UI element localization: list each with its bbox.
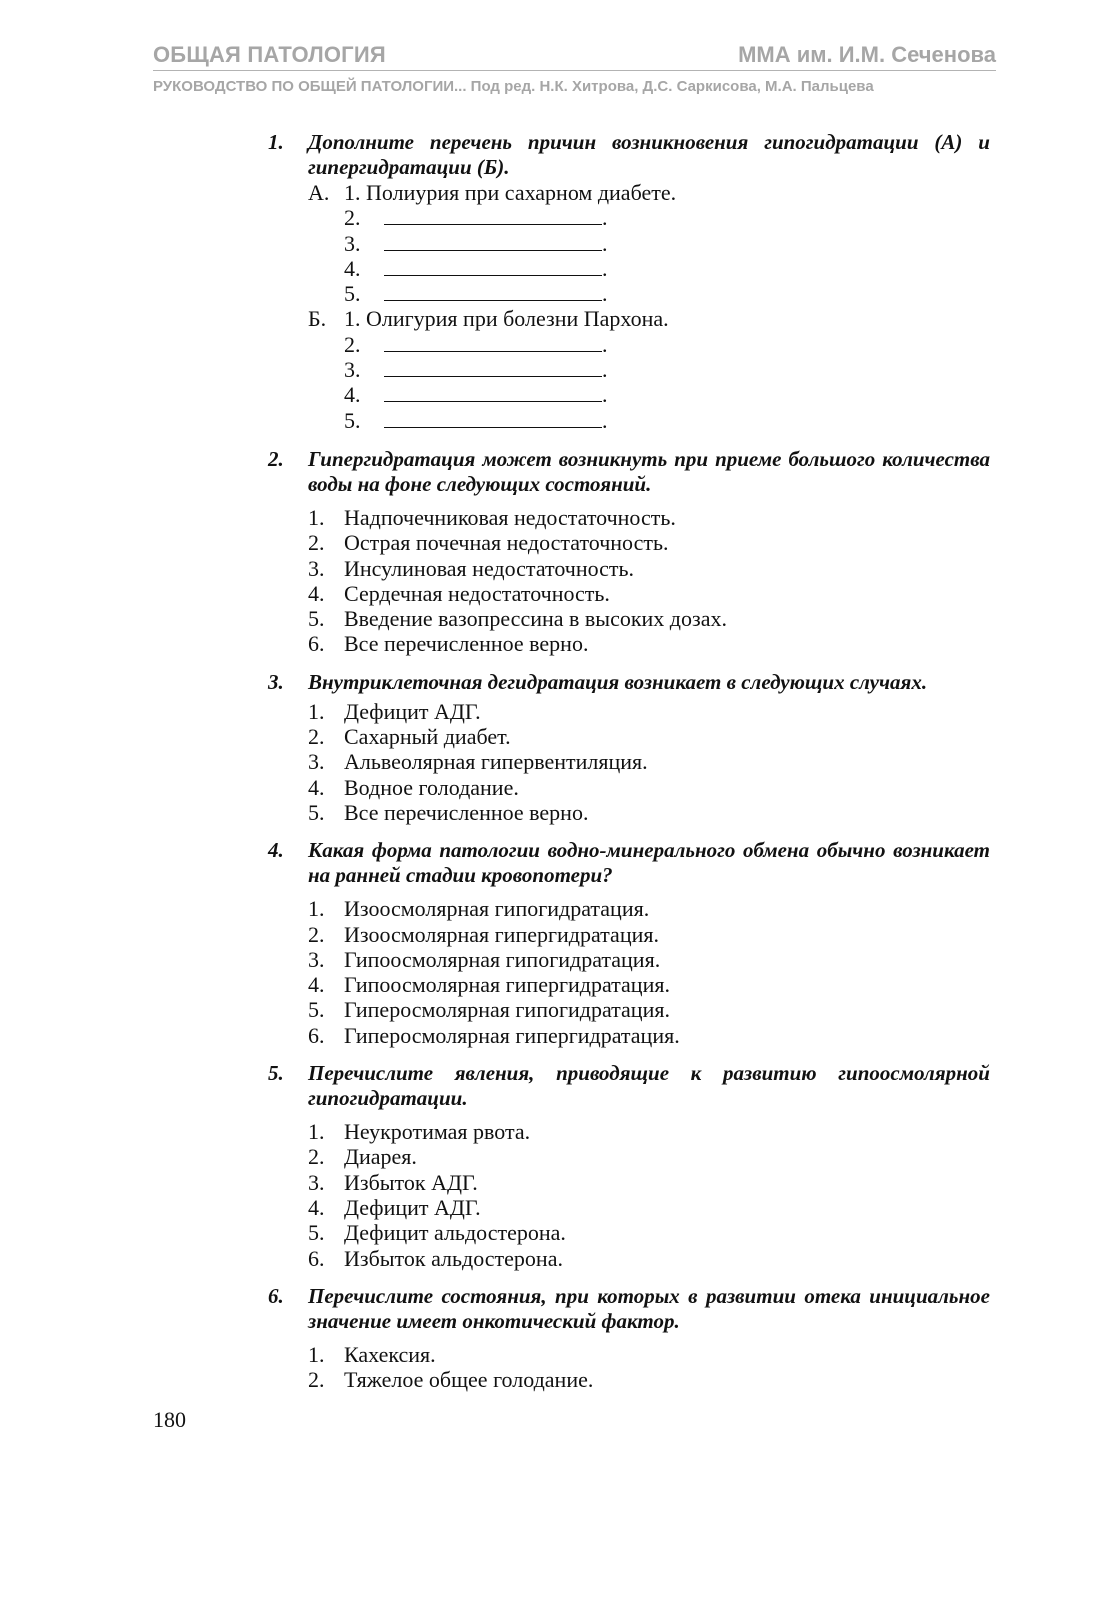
question-text: Перечислите состояния, при которых в развитии отека инициальное значение имеет онкотический фактор.	[308, 1283, 990, 1333]
item-text: Полиурия при сахарном диабете.	[366, 180, 677, 205]
option-number: 5.	[308, 1220, 325, 1246]
blank-item: 2. .	[344, 331, 608, 357]
blank-item: 4. .	[344, 382, 608, 408]
page-number: 180	[153, 1407, 186, 1432]
blank-item: 5. .	[344, 281, 608, 307]
option-item	[268, 581, 990, 606]
option-text: Острая почечная недостаточность.	[344, 530, 669, 556]
option-number: 6.	[308, 1022, 325, 1048]
option-text: Гиперосмолярная гипергидратация.	[344, 1022, 680, 1048]
question-4	[268, 838, 990, 1048]
header-subtitle: РУКОВОДСТВО ПО ОБЩЕЙ ПАТОЛОГИИ... Под ред. Н.К. Хитрова, Д.С. Саркисова, М.А. Пальцева	[153, 78, 874, 95]
item-number: 2.	[344, 331, 361, 357]
option-text: Альвеолярная гипервентиляция.	[344, 749, 648, 775]
option-item	[268, 1342, 990, 1367]
blank-item: 4. .	[344, 255, 608, 281]
option-item	[268, 556, 990, 581]
question-title	[268, 447, 990, 497]
section-first-row	[308, 306, 990, 331]
option-number: 1.	[308, 1341, 325, 1367]
question-number: 3.	[268, 669, 284, 694]
answer-blank	[384, 358, 602, 377]
answer-blank	[384, 206, 602, 225]
option-number: 5.	[308, 799, 325, 825]
header-right-title: ММА им. И.М. Сеченова	[738, 42, 996, 67]
option-number: 2.	[308, 921, 325, 947]
option-number: 3.	[308, 749, 325, 775]
item-number: 3.	[344, 230, 361, 256]
question-title	[268, 838, 990, 888]
option-text: Кахексия.	[344, 1341, 436, 1367]
question-text: Перечислите явления, приводящие к развитию гипоосмолярной гипогидратации.	[308, 1061, 990, 1111]
option-text: Избыток альдостерона.	[344, 1245, 563, 1271]
option-item	[268, 724, 990, 749]
question-number: 5.	[268, 1061, 284, 1086]
option-text: Дефицит АДГ.	[344, 1194, 481, 1220]
answer-blank	[384, 257, 602, 276]
option-text: Дефицит АДГ.	[344, 698, 481, 724]
question-number: 6.	[268, 1283, 284, 1308]
item-number: 5.	[344, 281, 361, 307]
question-5	[268, 1061, 990, 1271]
section-b	[268, 306, 990, 432]
item-number: 4.	[344, 382, 361, 408]
option-item	[268, 606, 990, 631]
option-item	[268, 749, 990, 774]
option-item	[268, 1220, 990, 1245]
option-number: 2.	[308, 724, 325, 750]
answer-blank	[384, 383, 602, 402]
header-left-title: ОБЩАЯ ПАТОЛОГИЯ	[153, 42, 386, 67]
item-number: 5.	[344, 407, 361, 433]
option-number: 1.	[308, 1119, 325, 1145]
option-number: 1.	[308, 504, 325, 530]
question-2	[268, 447, 990, 657]
question-number: 2.	[268, 446, 284, 471]
option-item	[268, 896, 990, 921]
item-number: 3.	[344, 357, 361, 383]
option-item	[268, 1144, 990, 1169]
option-item	[268, 947, 990, 972]
question-text: Какая форма патологии водно-минерального обмена обычно возникает на ранней стадии кровопотери?	[308, 838, 990, 888]
item-number: 2.	[344, 205, 361, 231]
option-text: Сахарный диабет.	[344, 724, 511, 750]
option-text: Изоосмолярная гипогидратация.	[344, 896, 650, 922]
option-text: Все перечисленное верно.	[344, 799, 589, 825]
option-text: Избыток АДГ.	[344, 1169, 478, 1195]
option-item	[268, 631, 990, 656]
section-first-row	[308, 180, 990, 205]
item-number: 1.	[344, 180, 361, 205]
option-item	[268, 1367, 990, 1392]
option-item	[268, 1246, 990, 1271]
option-text: Водное голодание.	[344, 774, 519, 800]
option-text: Гиперосмолярная гипогидратация.	[344, 997, 670, 1023]
option-number: 2.	[308, 1144, 325, 1170]
option-item	[268, 1119, 990, 1144]
option-item	[268, 699, 990, 724]
item-text: Олигурия при болезни Пархона.	[366, 306, 669, 332]
option-text: Введение вазопрессина в высоких дозах.	[344, 606, 727, 632]
option-item	[268, 997, 990, 1022]
option-number: 4.	[308, 580, 325, 606]
option-number: 3.	[308, 1169, 325, 1195]
option-text: Гипоосмолярная гипогидратация.	[344, 946, 661, 972]
option-item	[268, 972, 990, 997]
answer-blank	[384, 282, 602, 301]
question-1	[268, 130, 990, 433]
question-title	[268, 670, 990, 695]
option-number: 1.	[308, 698, 325, 724]
option-item	[268, 800, 990, 825]
option-text: Диарея.	[344, 1144, 417, 1170]
question-number: 4.	[268, 838, 284, 863]
option-number: 6.	[308, 1245, 325, 1271]
questions-body	[268, 130, 990, 1392]
blank-item: 3. .	[344, 357, 608, 383]
option-number: 6.	[308, 631, 325, 657]
question-title	[268, 130, 990, 180]
option-text: Все перечисленное верно.	[344, 631, 589, 657]
option-text: Сердечная недостаточность.	[344, 580, 610, 606]
section-letter: А.	[308, 180, 330, 205]
option-list	[268, 896, 990, 1048]
option-text: Инсулиновая недостаточность.	[344, 555, 635, 581]
option-number: 5.	[308, 606, 325, 632]
option-text: Надпочечниковая недостаточность.	[344, 504, 676, 530]
option-item	[268, 922, 990, 947]
question-text: Внутриклеточная дегидратация возникает в следующих случаях.	[308, 669, 928, 694]
option-item	[268, 1023, 990, 1048]
answer-blank	[384, 409, 602, 428]
running-header	[153, 42, 996, 71]
option-number: 4.	[308, 1194, 325, 1220]
question-6	[268, 1284, 990, 1393]
question-3	[268, 670, 990, 825]
option-list	[268, 1342, 990, 1393]
option-number: 4.	[308, 774, 325, 800]
option-number: 5.	[308, 997, 325, 1023]
section-letter: Б.	[308, 306, 327, 332]
question-title	[268, 1061, 990, 1111]
blank-item: 2. .	[344, 205, 608, 231]
answer-blank	[384, 232, 602, 251]
option-text: Неукротимая рвота.	[344, 1119, 531, 1145]
option-item	[268, 505, 990, 530]
blank-item: 5. .	[344, 407, 608, 433]
option-list	[268, 505, 990, 657]
option-item	[268, 1170, 990, 1195]
option-text: Дефицит альдостерона.	[344, 1220, 566, 1246]
option-list	[268, 699, 990, 825]
option-item	[268, 1195, 990, 1220]
option-list	[268, 1119, 990, 1271]
question-number: 1.	[268, 130, 284, 154]
option-item	[268, 530, 990, 555]
question-title	[268, 1284, 990, 1334]
item-number: 1.	[344, 306, 361, 332]
option-number: 3.	[308, 946, 325, 972]
question-text: Дополните перечень причин возникновения гипогидратации (А) и гипергидратации (Б).	[308, 130, 990, 179]
option-number: 2.	[308, 530, 325, 556]
option-text: Гипоосмолярная гипергидратация.	[344, 972, 670, 998]
item-number: 4.	[344, 255, 361, 281]
option-number: 4.	[308, 972, 325, 998]
option-text: Тяжелое общее голодание.	[344, 1367, 594, 1393]
option-number: 2.	[308, 1367, 325, 1393]
answer-blank	[384, 333, 602, 352]
option-number: 3.	[308, 555, 325, 581]
blank-item: 3. .	[344, 230, 608, 256]
option-number: 1.	[308, 896, 325, 922]
option-item	[268, 775, 990, 800]
question-text: Гипергидратация может возникнуть при приеме большого количества воды на фоне следующих состояний.	[308, 446, 990, 496]
option-text: Изоосмолярная гипергидратация.	[344, 921, 659, 947]
section-a	[268, 180, 990, 306]
